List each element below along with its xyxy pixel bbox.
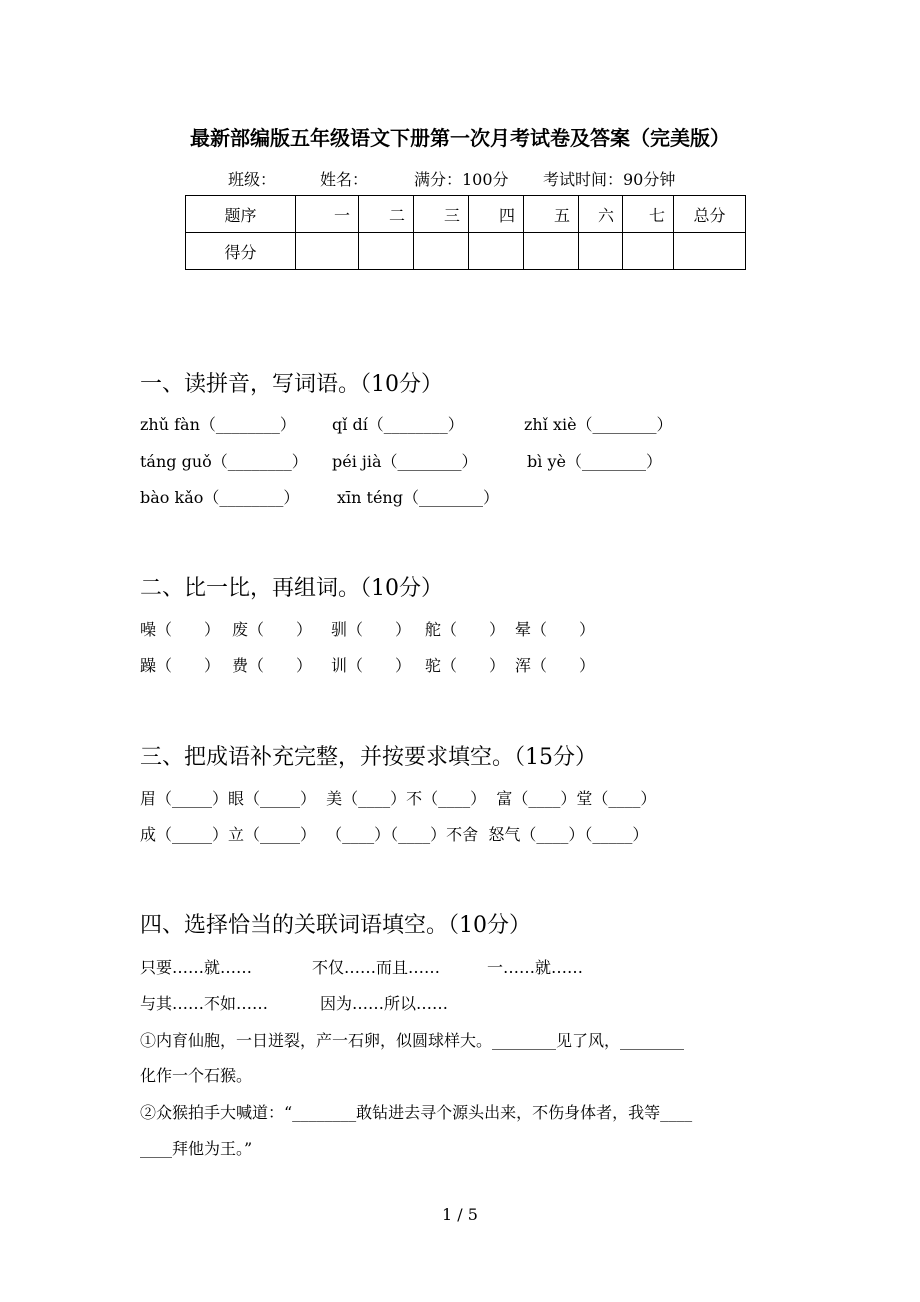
score-cell[interactable] <box>359 233 414 270</box>
class-label: 班级： <box>228 170 277 189</box>
score-cell[interactable] <box>524 233 579 270</box>
question-text: ①内育仙胞，一日迸裂，产一石卵，似圆球样大。________见了风，________ <box>140 1031 685 1050</box>
section-4-heading: 四、选择恰当的关联词语填空。（10分） <box>140 913 531 938</box>
question-text: 化作一个石猴。 <box>140 1066 253 1085</box>
compare-item: 驯（ ） <box>331 620 412 639</box>
table-cell: 题序 <box>186 196 296 233</box>
section-1-heading: 一、读拼音，写词语。（10分） <box>140 372 443 397</box>
conjunction-option: 因为……所以…… <box>320 994 449 1013</box>
pinyin-item: táng guǒ（________） <box>140 452 308 471</box>
idiom-line: 眉（_____）眼（_____） 美（____）不（____） 富（____）堂（____） <box>140 789 657 808</box>
table-cell: 总分 <box>674 196 746 233</box>
score-table <box>185 195 746 270</box>
table-cell: 六 <box>579 196 623 233</box>
score-table-header-row <box>186 196 746 233</box>
page-number: 1 / 5 <box>442 1205 478 1224</box>
compare-item: 驼（ ） <box>425 656 506 675</box>
pinyin-item: péi jià（________） <box>332 452 478 471</box>
compare-item: 舵（ ） <box>425 620 506 639</box>
exam-time: 考试时间：90分钟 <box>543 170 676 189</box>
question-text: ②众猴拍手大喊道：“________敢钻进去寻个源头出来，不伤身体者，我等____ <box>140 1103 693 1122</box>
table-cell: 四 <box>469 196 524 233</box>
compare-item: 噪（ ） <box>140 620 221 639</box>
pinyin-item: xīn téng（________） <box>337 488 499 507</box>
score-cell[interactable] <box>674 233 746 270</box>
conjunction-option: 不仅……而且…… <box>312 958 441 977</box>
table-cell: 一 <box>296 196 359 233</box>
section-2-heading: 二、比一比，再组词。（10分） <box>140 576 443 601</box>
idiom-line: 成（_____）立（_____） （____）（____）不舍 怒气（____）（_____） <box>140 825 649 844</box>
pinyin-item: bào kǎo（________） <box>140 488 300 507</box>
pinyin-item: zhǔ fàn（________） <box>140 415 296 434</box>
compare-item: 费（ ） <box>232 656 313 675</box>
pinyin-item: zhǐ xiè（________） <box>524 415 673 434</box>
table-cell: 三 <box>414 196 469 233</box>
score-cell[interactable] <box>469 233 524 270</box>
compare-item: 浑（ ） <box>515 656 596 675</box>
compare-item: 晕（ ） <box>515 620 596 639</box>
score-cell[interactable] <box>296 233 359 270</box>
pinyin-item: qǐ dí（________） <box>332 415 464 434</box>
name-label: 姓名： <box>320 170 369 189</box>
question-text: ____拜他为王。” <box>140 1139 253 1158</box>
table-cell: 七 <box>623 196 674 233</box>
conjunction-option: 与其……不如…… <box>140 994 269 1013</box>
table-cell: 五 <box>524 196 579 233</box>
score-cell[interactable] <box>414 233 469 270</box>
compare-item: 训（ ） <box>331 656 412 675</box>
conjunction-option: 一……就…… <box>487 958 584 977</box>
conjunction-option: 只要……就…… <box>140 958 253 977</box>
table-cell: 二 <box>359 196 414 233</box>
full-score: 满分：100分 <box>414 170 509 189</box>
section-3-heading: 三、把成语补充完整，并按要求填空。（15分） <box>140 745 597 770</box>
score-cell[interactable] <box>623 233 674 270</box>
score-table-score-row <box>186 233 746 270</box>
page-title: 最新部编版五年级语文下册第一次月考试卷及答案（完美版） <box>190 126 730 150</box>
score-cell[interactable] <box>579 233 623 270</box>
compare-item: 躁（ ） <box>140 656 221 675</box>
compare-item: 废（ ） <box>232 620 313 639</box>
pinyin-item: bì yè（________） <box>527 452 662 471</box>
table-cell: 得分 <box>186 233 296 270</box>
